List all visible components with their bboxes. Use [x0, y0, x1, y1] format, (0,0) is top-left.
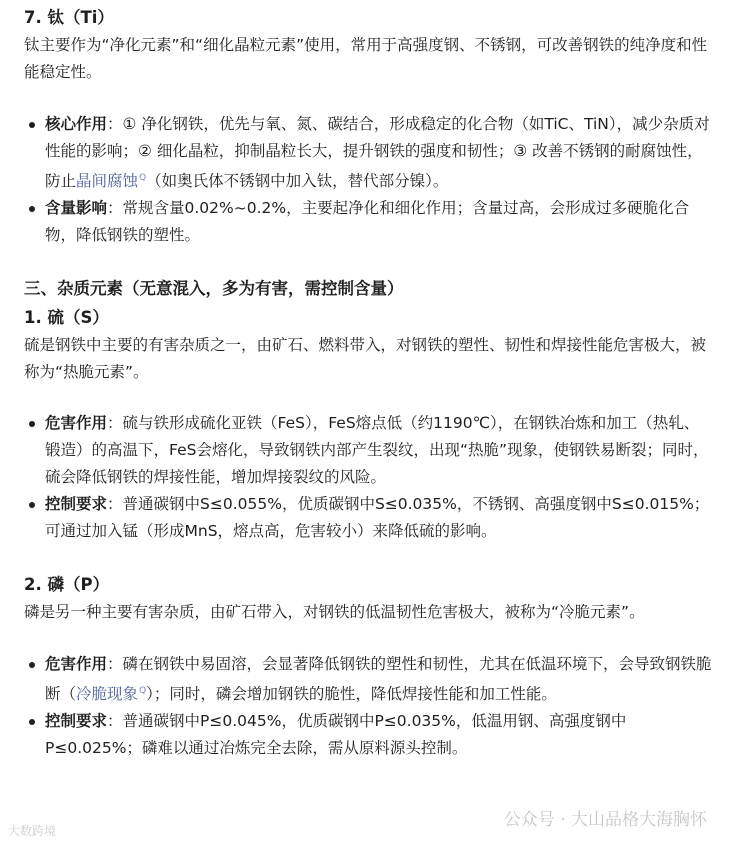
bullet-text: ：① 净化钢铁，优先与氧、氮、碳结合，形成稳定的化合物（如TiC、TiN），减少杂质对性能的影响；② 细化晶粒，抑制晶粒长大，提升钢铁的强度和韧性；③ 改善不锈钢的耐腐蚀性，防止 — [45, 114, 710, 190]
bullet-text: ：硫与铁形成硫化亚铁（FeS），FeS熔点低（约1190℃），在钢铁冶炼和加工（热轧、锻造）的高温下，FeS会熔化，导致钢铁内部产生裂纹，出现“热脆”现象，使钢铁易断裂；同时，硫会降低钢铁的焊接性能，增加焊接裂纹的风险。 — [45, 414, 709, 487]
search-icon[interactable]: Q — [139, 685, 147, 696]
bullet-text: ：普通碳钢中P≤0.045%，优质碳钢中P≤0.035%，低温用钢、高强度钢中P≤0.025%；磷难以通过冶炼完全去除，需从原料源头控制。 — [45, 711, 627, 757]
search-icon[interactable]: Q — [139, 172, 147, 183]
bullet-text: ：磷在钢铁中易固溶，会显著降低钢铁的塑性和韧性，尤其在低温环境下，会导致钢铁脆断（ — [45, 654, 712, 703]
list-item — [45, 708, 712, 762]
section-title-impurities: 三、杂质元素（无意混入，多为有害，需控制含量） — [24, 278, 404, 298]
bullet-text: ：常规含量0.02%~0.2%，主要起净化和细化作用；含量过高，会形成过多硬脆化合物，降低钢铁的塑性。 — [45, 198, 690, 244]
list-item — [45, 195, 712, 249]
sulfur-list — [24, 410, 712, 545]
bullet-text: （如奥氏体不锈钢中加入钛，替代部分镍）。 — [146, 171, 449, 190]
bullet-text: ：普通碳钢中S≤0.055%，优质碳钢中S≤0.035%，不锈钢、高强度钢中S≤0.015%；可通过加入锰（形成MnS，熔点高，危害较小）来降低硫的影响。 — [45, 495, 710, 541]
phosphorus-intro: 磷是另一种主要有害杂质，由矿石带入，对钢铁的低温韧性危害极大，被称为“冷脆元素”。 — [24, 603, 645, 622]
titanium-intro: 钛主要作为“净化元素”和“细化晶粒元素”使用，常用于高强度钢、不锈钢，可改善钢铁的纯净度和性能稳定性。 — [24, 36, 708, 82]
list-item — [45, 410, 712, 491]
link-cold-brittleness[interactable]: 冷脆现象 — [76, 684, 139, 703]
sulfur-intro: 硫是钢铁中主要的有害杂质之一，由矿石、燃料带入，对钢铁的塑性、韧性和焊接性能危害极大，被称为“热脆元素”。 — [24, 335, 707, 382]
watermark-left: 大数跨境 — [8, 824, 57, 838]
bullet-label: 核心作用 — [45, 114, 108, 133]
bullet-label: 危害作用 — [45, 654, 108, 673]
phosphorus-list — [24, 651, 712, 762]
link-intergranular-corrosion[interactable]: 晶间腐蚀 — [76, 171, 139, 190]
article-body — [24, 3, 712, 762]
list-item — [45, 111, 712, 195]
list-item — [45, 491, 712, 545]
section-title-titanium: 7. 钛（Ti） — [24, 8, 114, 27]
section-title-phosphorus: 2. 磷（P） — [24, 575, 110, 595]
bullet-label: 危害作用 — [45, 414, 108, 433]
bullet-label: 控制要求 — [45, 711, 108, 730]
section-title-sulfur: 1. 硫（S） — [24, 307, 109, 327]
titanium-list — [24, 111, 712, 249]
bullet-label: 控制要求 — [45, 495, 108, 514]
list-item — [45, 651, 712, 708]
watermark-wechat: 公众号 · 大山品格大海胸怀 — [503, 810, 707, 830]
bullet-text: ）；同时，磷会增加钢铁的脆性，降低焊接性能和加工性能。 — [146, 684, 557, 703]
bullet-label: 含量影响 — [45, 198, 108, 217]
